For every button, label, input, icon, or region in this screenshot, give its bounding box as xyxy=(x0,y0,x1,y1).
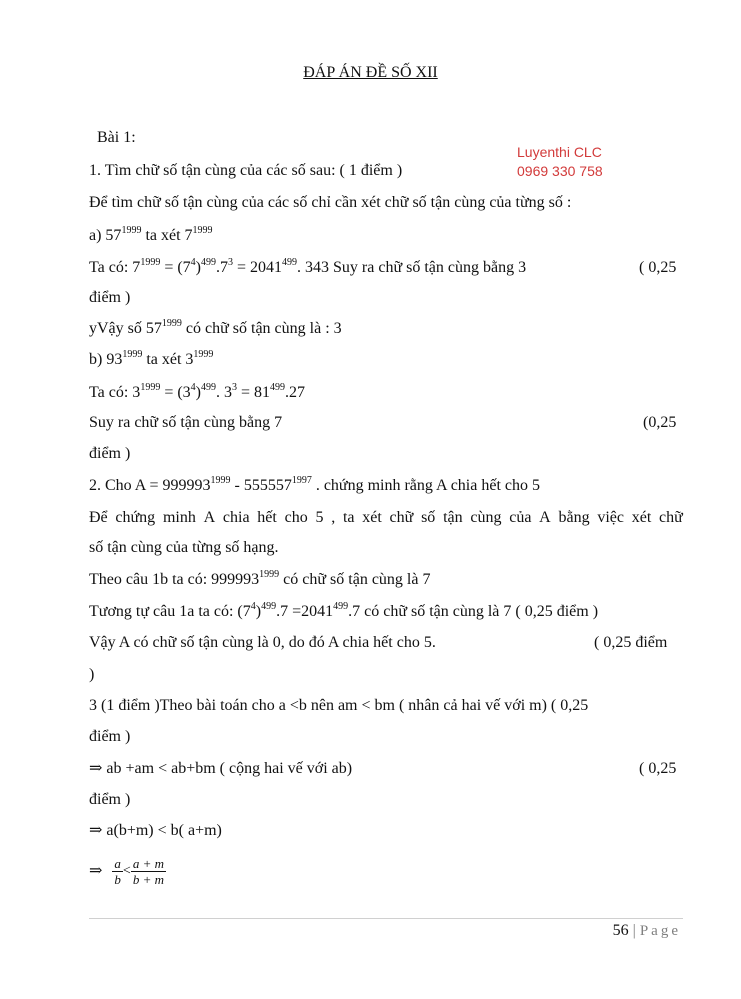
page-label: Page xyxy=(639,923,681,939)
fraction-a-over-b: $\frac{a}{b}$ xyxy=(114,855,121,887)
footer-separator: | xyxy=(628,922,640,939)
page-number: 56 xyxy=(612,922,629,939)
q2-conclusion-score: ( 0,25 điểm xyxy=(594,634,668,651)
q3-step-1: ⇒ ab +am < ab+bm ( cộng hai vế với ab) xyxy=(89,760,353,777)
q2-theo-cau-1b: Theo câu 1b ta có: $999993^{1999}$ có chữ số tận cùng là 7 xyxy=(89,569,431,588)
footer-divider xyxy=(89,918,683,919)
q1-part-b: b) $93^{1999}$ ta xét $3^{1999}$ xyxy=(89,349,214,368)
q3-step-3 xyxy=(89,852,166,890)
q1-heading: 1. Tìm chữ số tận cùng của các số sau: ( 1 điểm ) xyxy=(89,162,403,179)
q3-diem-2: điểm ) xyxy=(89,791,131,808)
q1-conclusion-b-score: (0,25 xyxy=(643,414,677,431)
q1-conclusion-b: Suy ra chữ số tận cùng bằng 7 xyxy=(89,414,283,431)
page-title: ĐÁP ÁN ĐỀ SỐ XII xyxy=(303,64,438,81)
q1-calc-a: Ta có: $7^{1999} = (7^4)^{499}.7^3 = 2041^{499}$. 343 Suy ra chữ số tận cùng bằng 3 xyxy=(89,257,527,276)
q1-conclusion-a: yVậy số $57^{1999}$ có chữ số tận cùng là : 3 xyxy=(89,318,342,337)
q1-part-a: a) $57^{1999}$ ta xét $7^{1999}$ xyxy=(89,225,213,244)
q3-diem-1: điểm ) xyxy=(89,728,131,745)
q1-calc-a-score: ( 0,25 xyxy=(639,259,677,276)
q3-step-2: ⇒ a(b+m) < b( a+m) xyxy=(89,822,222,839)
q3-heading: 3 (1 điểm )Theo bài toán cho a <b nên am < bm ( nhân cả hai vế với m) ( 0,25 xyxy=(89,697,589,714)
q1-intro: Để tìm chữ số tận cùng của các số chỉ cần xét chữ số tận cùng của từng số : xyxy=(89,194,572,211)
q2-conclusion: Vậy A có chữ số tận cùng là 0, do đó A chia hết cho 5. xyxy=(89,634,436,651)
watermark xyxy=(517,143,603,181)
bai1-heading: Bài 1: xyxy=(97,129,136,146)
q2-paragraph-line-1: Để chứng minh A chia hết cho 5 , ta xét chữ số tận cùng của A bằng việc xét chữ xyxy=(89,509,683,526)
q2-tuong-tu: Tương tự câu 1a ta có: $(7^4)^{499}.7 =2041^{499}.7$ có chữ số tận cùng là 7 ( 0,25 điểm ) xyxy=(89,601,599,620)
q2-close-paren: ) xyxy=(89,666,95,683)
q2-heading: 2. Cho $A = 999993^{1999} - 555557^{1997}$ . chứng minh rằng A chia hết cho 5 xyxy=(89,475,540,494)
less-than-symbol: < xyxy=(122,863,131,879)
q1-diem-1: điểm ) xyxy=(89,289,131,306)
watermark-line-2: 0969 330 758 xyxy=(517,163,603,179)
q2-paragraph-line-2: số tận cùng của từng số hạng. xyxy=(89,539,279,556)
fraction-a-plus-m-over-b-plus-m: $\frac{a + m}{b + m}$ xyxy=(132,855,164,887)
q3-step-1-score: ( 0,25 xyxy=(639,760,677,777)
implies-symbol: ⇒ xyxy=(89,862,103,880)
watermark-line-1: Luyenthi CLC xyxy=(517,144,602,160)
q1-diem-2: điểm ) xyxy=(89,445,131,462)
q1-calc-b: Ta có: $3^{1999} = (3^4)^{499}$. $3^3 = 81^{499}.27$ xyxy=(89,382,306,401)
page-footer xyxy=(613,922,681,940)
